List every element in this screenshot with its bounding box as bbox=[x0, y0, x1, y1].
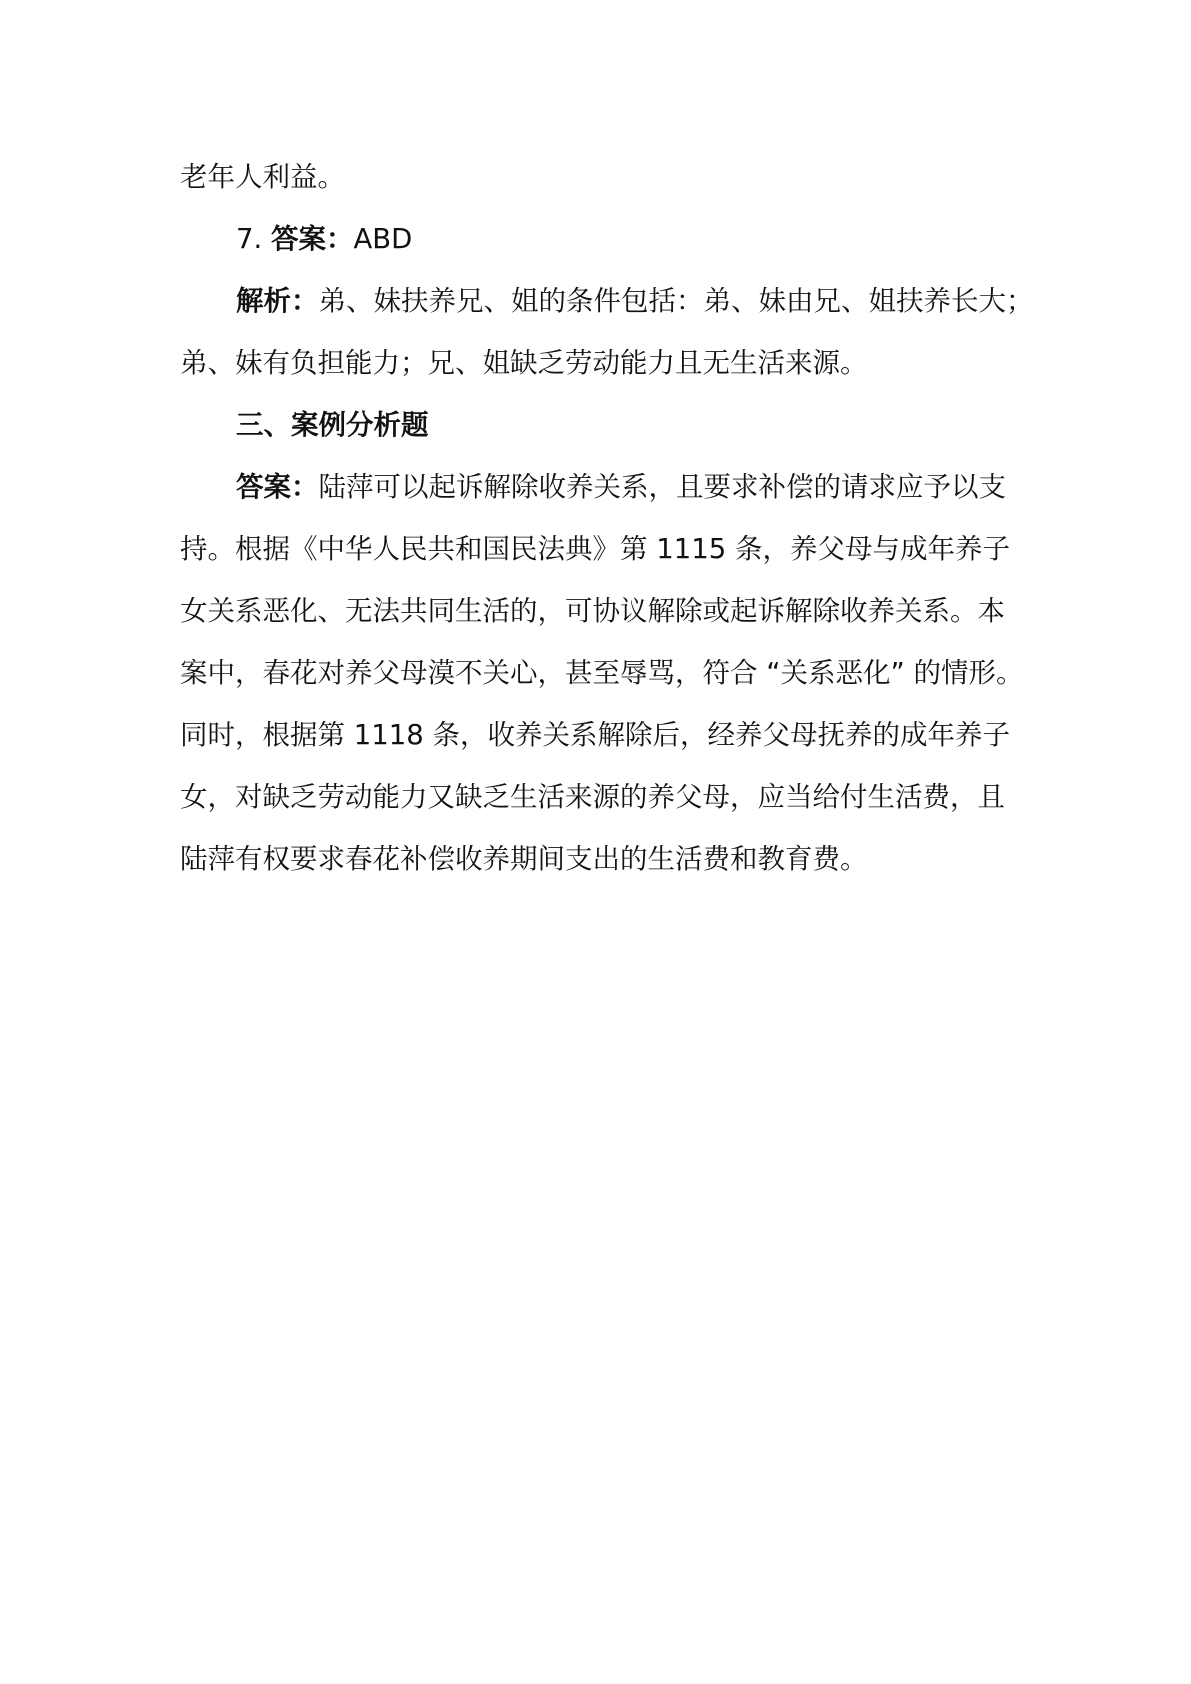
analysis-text-2: 弟、妹有负担能力；兄、姐缺乏劳动能力且无生活来源。 bbox=[180, 347, 868, 379]
paragraph-continuation bbox=[180, 146, 1020, 208]
case-answer-line-6 bbox=[180, 766, 1020, 828]
analysis-label: 解析： bbox=[236, 285, 319, 317]
case-answer-text-2: 持。根据《中华人民共和国民法典》第 1115 条，养父母与成年养子 bbox=[180, 533, 1010, 565]
analysis-line-2 bbox=[180, 332, 1020, 394]
question-number: 7. bbox=[236, 223, 263, 255]
answer-label: 答案： bbox=[271, 223, 354, 255]
section-heading bbox=[180, 394, 1020, 456]
answer-7 bbox=[180, 208, 1020, 270]
case-answer-text-4: 案中，春花对养父母漠不关心，甚至辱骂，符合 “关系恶化” 的情形。 bbox=[180, 657, 1024, 689]
analysis-text-1: 弟、妹扶养兄、姐的条件包括：弟、妹由兄、姐扶养长大； bbox=[318, 285, 1034, 317]
case-answer-line-5 bbox=[180, 704, 1020, 766]
case-answer-text-7: 陆萍有权要求春花补偿收养期间支出的生活费和教育费。 bbox=[180, 843, 868, 875]
case-answer-line-2 bbox=[180, 518, 1020, 580]
document-body bbox=[180, 146, 1034, 890]
case-answer-label: 答案： bbox=[236, 471, 319, 503]
analysis-line-1 bbox=[180, 270, 1034, 332]
continuation-text: 老年人利益。 bbox=[180, 161, 345, 193]
case-answer-line-3 bbox=[180, 580, 1020, 642]
case-answer-line-7 bbox=[180, 828, 1020, 890]
section-title: 三、案例分析题 bbox=[236, 409, 429, 441]
case-answer-text-3: 女关系恶化、无法共同生活的，可协议解除或起诉解除收养关系。本 bbox=[180, 595, 1005, 627]
case-answer-text-5: 同时，根据第 1118 条，收养关系解除后，经养父母抚养的成年养子 bbox=[180, 719, 1010, 751]
answer-value: ABD bbox=[353, 223, 413, 255]
case-answer-line-4 bbox=[180, 642, 1024, 704]
case-answer-line-1 bbox=[180, 456, 1020, 518]
case-answer-text-1: 陆萍可以起诉解除收养关系，且要求补偿的请求应予以支 bbox=[318, 471, 1006, 503]
case-answer-text-6: 女，对缺乏劳动能力又缺乏生活来源的养父母，应当给付生活费，且 bbox=[180, 781, 1005, 813]
